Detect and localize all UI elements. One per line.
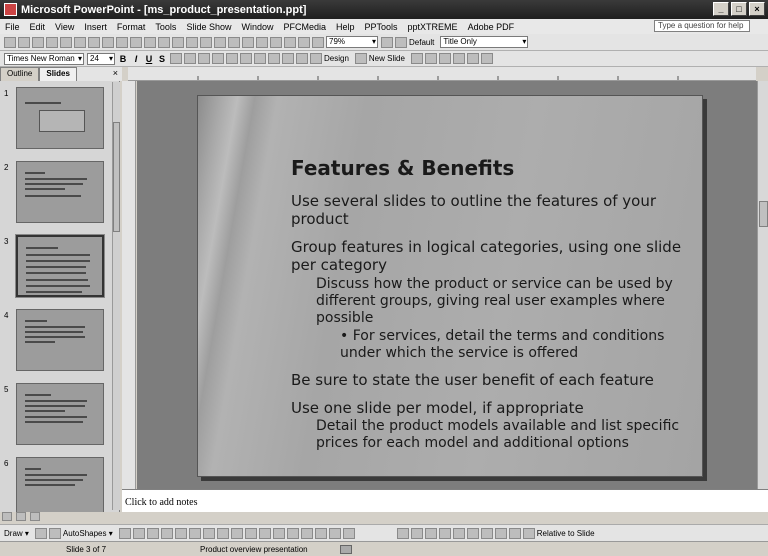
ungroup-icon[interactable] [495,528,507,539]
zoom-select[interactable]: 79% ▾ [326,36,378,48]
thumbnail-row[interactable] [0,309,114,373]
insert-table-icon[interactable] [228,37,240,48]
new-icon[interactable] [4,37,16,48]
main-scrollbar[interactable] [757,81,768,489]
bullets-icon[interactable] [226,53,238,64]
permission-icon[interactable] [46,37,58,48]
save-icon[interactable] [32,37,44,48]
spell-check-icon[interactable] [453,53,465,64]
sub-sub-bullet-1[interactable]: • For services, detail the terms and conditions under which the service is offered [340,328,665,361]
zoom-in-icon[interactable] [411,53,423,64]
textbox-icon[interactable] [175,528,187,539]
arrow-icon[interactable] [133,528,145,539]
undo-icon[interactable] [186,37,198,48]
status-design-name: Product overview presentation [200,545,308,554]
snap-icon[interactable] [481,528,493,539]
close-panel-icon[interactable]: × [112,68,118,78]
format-painter-icon[interactable] [172,37,184,48]
slide-thumbnail[interactable] [16,457,104,512]
bullet-1[interactable]: Use several slides to outline the features of your product [291,192,657,228]
standard-toolbar [0,34,768,51]
font-size-select[interactable]: 24 ▾ [87,53,115,65]
select-objects-icon[interactable] [35,528,47,539]
paste-icon[interactable] [158,37,170,48]
menu-adobe-pdf[interactable]: Adobe PDF [467,21,515,32]
increase-font-icon[interactable] [240,53,252,64]
color-grayscale-icon[interactable] [312,37,324,48]
formatting-toolbar [0,51,768,67]
diagram-icon[interactable] [203,528,215,539]
oval-icon[interactable] [161,528,173,539]
panel-tabs [0,67,122,81]
slide-thumbnail[interactable] [16,161,104,223]
thesaurus-icon[interactable] [467,53,479,64]
align-icon[interactable] [397,528,409,539]
dash-style-icon[interactable] [301,528,313,539]
design-icon[interactable] [395,37,407,48]
vertical-ruler [122,81,136,489]
numbering-icon[interactable] [212,53,224,64]
line-icon[interactable] [119,528,131,539]
print-preview-icon[interactable] [88,37,100,48]
menu-pptools[interactable]: PPTools [364,21,398,32]
rectangle-icon[interactable] [147,528,159,539]
slide-thumbnail[interactable] [16,87,104,149]
line-style-icon[interactable] [287,528,299,539]
zoom-out-icon[interactable] [425,53,437,64]
maximize-button[interactable]: □ [731,2,747,16]
show-formatting-icon[interactable] [284,37,296,48]
open-icon[interactable] [18,37,30,48]
menu-bar [0,19,768,34]
normal-view-icon[interactable] [2,512,12,521]
help-icon[interactable] [381,37,393,48]
flip-icon[interactable] [467,528,479,539]
slide-3[interactable] [197,95,703,477]
bullet-3[interactable]: Be sure to state the user benefit of each feature [291,371,654,389]
title-bar [0,0,768,19]
slide-number: 6 [4,459,9,468]
align-right-icon[interactable] [198,53,210,64]
underline-button[interactable]: U [145,53,153,64]
menu-slide-show[interactable]: Slide Show [186,21,232,32]
decrease-indent-icon[interactable] [268,53,280,64]
slide-number: 3 [4,237,9,246]
relative-to-slide-button[interactable]: Relative to Slide [536,528,595,538]
slides-panel-scrollbar[interactable] [112,82,120,510]
menu-file[interactable]: File [5,21,20,32]
design-icon-2[interactable] [310,53,322,64]
picture-icon[interactable] [231,528,243,539]
show-grid-icon[interactable] [298,37,310,48]
menu-insert[interactable]: Insert [84,21,107,32]
slide-title[interactable]: Features & Benefits [291,156,515,180]
close-button[interactable]: × [749,2,765,16]
sub-bullet-1[interactable]: Discuss how the product or service can be used by different groups, giving real user examples where possible [316,276,673,326]
slide-thumbnail[interactable] [16,309,104,371]
rotate-icon[interactable] [49,528,61,539]
thumbnail-row[interactable] [0,457,114,512]
copy-icon[interactable] [144,37,156,48]
email-icon[interactable] [60,37,72,48]
scrollbar-thumb[interactable] [113,122,120,232]
layout-select[interactable]: Title Only ▾ [440,36,528,48]
scrollbar-thumb[interactable] [759,201,768,227]
line-color-icon[interactable] [259,528,271,539]
menu-window[interactable]: Window [241,21,274,32]
print-icon[interactable] [74,37,86,48]
slide-number: 1 [4,89,9,98]
distribute-icon[interactable] [411,528,423,539]
menu-view[interactable]: View [55,21,75,32]
font-color-icon[interactable] [273,528,285,539]
ruler-ticks [128,67,756,81]
draw-menu-button[interactable]: Draw ▾ [4,528,29,538]
research-icon[interactable] [116,37,128,48]
slide-number: 4 [4,311,9,320]
drawing-toolbar [0,524,768,541]
notes-pane[interactable]: Click to add notes [122,489,768,512]
order-icon[interactable] [439,528,451,539]
window-title: Microsoft PowerPoint - [ms_product_presentation.ppt] [21,3,307,16]
fill-color-icon[interactable] [245,528,257,539]
design-button[interactable]: Design [324,54,349,63]
status-slide-count: Slide 3 of 7 [66,545,107,554]
powerpoint-app-icon[interactable] [4,3,17,16]
menu-format[interactable]: Format [116,21,146,32]
redo-icon[interactable] [200,37,212,48]
design-template-name: Default [409,37,435,47]
autoshapes-button[interactable]: AutoShapes ▾ [62,528,113,538]
tab-outline[interactable]: Outline [0,67,39,81]
horizontal-ruler [128,67,756,81]
slide-number: 2 [4,163,9,172]
bullet-2[interactable]: Group features in logical categories, using one slide per category [291,238,682,274]
insert-hyperlink-icon[interactable] [256,37,268,48]
cut-icon[interactable] [130,37,142,48]
wordart-icon[interactable] [189,528,201,539]
insert-chart-icon[interactable] [214,37,226,48]
symbol-icon[interactable] [481,53,493,64]
menu-help[interactable]: Help [336,21,355,32]
tab-slides[interactable]: Slides [39,67,77,81]
tables-borders-icon[interactable] [242,37,254,48]
bring-forward-icon[interactable] [523,528,535,539]
bullet-4[interactable]: Use one slide per model, if appropriate [291,399,584,417]
shadow-button[interactable]: S [158,53,165,64]
find-icon[interactable] [439,53,451,64]
spelling-icon[interactable] [102,37,114,48]
slide-thumbnail-selected[interactable] [16,235,104,297]
minimize-button[interactable]: _ [713,2,729,16]
menu-edit[interactable]: Edit [29,21,46,32]
decrease-font-icon[interactable] [254,53,266,64]
thumbnail-row[interactable] [0,235,114,299]
sub-bullet-2[interactable]: Detail the product models available and list specific prices for each model and additional options [316,418,680,451]
3d-style-icon[interactable] [343,528,355,539]
clipart-icon[interactable] [217,528,229,539]
thumbnail-row[interactable] [0,87,114,151]
italic-button[interactable]: I [134,53,138,64]
slides-panel [0,81,120,512]
nudge-icon[interactable] [453,528,465,539]
slide-number: 5 [4,385,9,394]
view-buttons [0,512,122,524]
new-slide-icon[interactable] [355,53,367,64]
new-slide-button[interactable]: New Slide [368,54,405,63]
thumbnail-row[interactable] [0,383,114,447]
thumbnail-row[interactable] [0,161,114,225]
font-select[interactable]: Times New Roman ▾ [4,53,84,65]
spelling-status-icon[interactable] [340,545,352,554]
increase-indent-icon[interactable] [282,53,294,64]
status-bar [0,541,768,556]
shadow-style-icon[interactable] [329,528,341,539]
slide-show-view-icon[interactable] [30,512,40,521]
menu-pfcmedia[interactable]: PFCMedia [283,21,326,32]
slide-thumbnail[interactable] [16,383,104,445]
font-color-icon[interactable] [296,53,308,64]
bold-button[interactable]: B [119,53,127,64]
group-icon[interactable] [425,528,437,539]
menu-tools[interactable]: Tools [155,21,177,32]
slide-sorter-view-icon[interactable] [16,512,26,521]
expand-all-icon[interactable] [270,37,282,48]
align-center-icon[interactable] [184,53,196,64]
help-search-input[interactable]: Type a question for help [654,20,750,32]
regroup-icon[interactable] [509,528,521,539]
align-left-icon[interactable] [170,53,182,64]
arrow-style-icon[interactable] [315,528,327,539]
menu-pptxtreme[interactable]: pptXTREME [407,21,458,32]
